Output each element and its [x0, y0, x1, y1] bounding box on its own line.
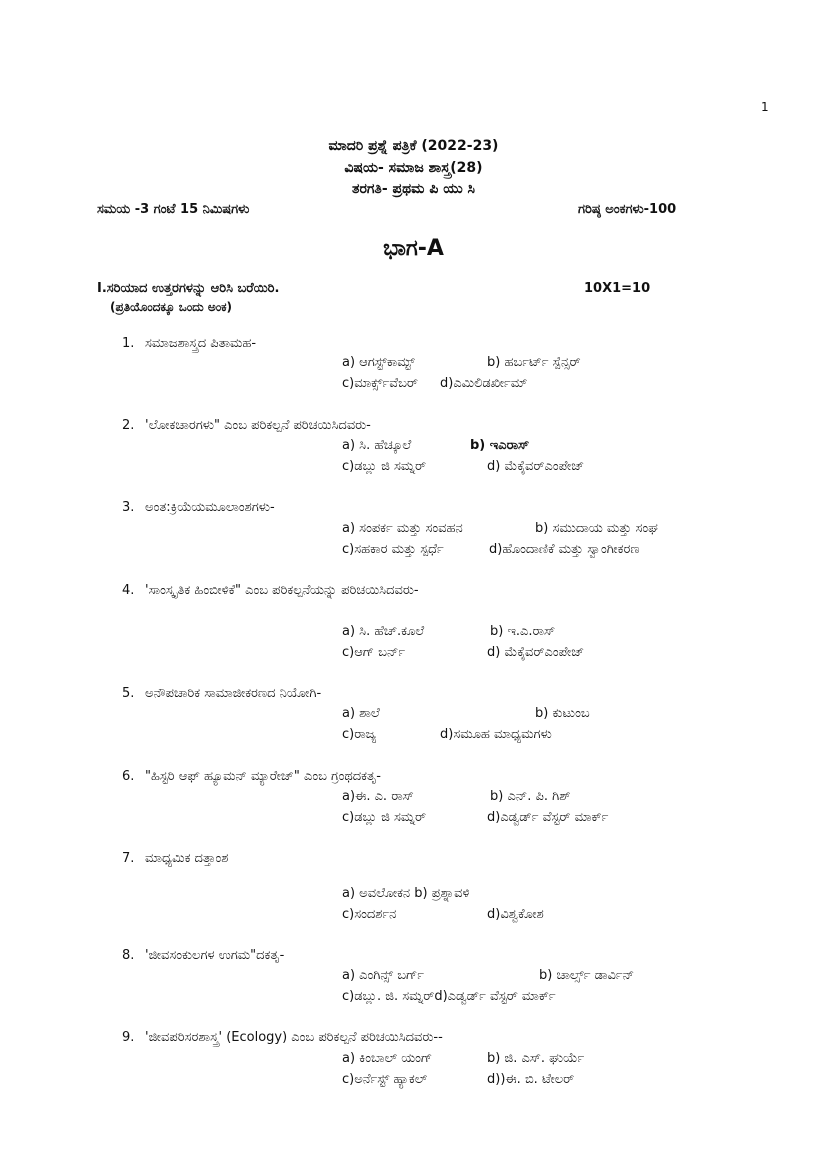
class-line: ತರಗತಿ- ಪ್ರಥಮ ಪಿ ಯು ಸಿ [352, 181, 475, 197]
question-number: 5. [122, 686, 135, 701]
question-number: 2. [122, 418, 135, 433]
option-b: b) ಸಮುದಾಯ ಮತ್ತು ಸಂಘ [535, 521, 658, 536]
option-d: d)ಹೊಂದಾಣಿಕೆ ಮತ್ತು ಸ್ವಾಂಗೀಕರಣ [489, 542, 640, 557]
question-number: 8. [122, 948, 135, 963]
option-a: a) ಎಂಗಿನ್ಸ್ ಬರ್ಗ್ [342, 968, 424, 983]
max-marks: ಗರಿಷ್ಠ ಅಂಕಗಳು-100 [578, 202, 677, 217]
option-a: a) ಆಗಸ್ಟ್‌ಕಾಮ್ಟ್ [342, 355, 415, 370]
question-number: 1. [122, 336, 135, 351]
option-b: b) ಚಾರ್ಲ್ಸ್ ಡಾರ್ವಿನ್ [539, 968, 635, 983]
option-c: c)ಸಹಕಾರ ಮತ್ತು ಸ್ಪರ್ಧೆ [342, 542, 444, 557]
option-c: c)ಡಬ್ಲು ಜಿ ಸಮ್ನರ್ [342, 459, 427, 474]
option-a: a) ಸಿ. ಹೆಚ್ಕೂಲೆ [342, 438, 412, 453]
option-a: a) ಶಾಲೆ [342, 706, 380, 721]
option-d: d))ಈ. ಬಿ. ಟೇಲರ್ [487, 1072, 575, 1087]
question-text: ಸಮಾಜಶಾಸ್ತ್ರದ ಪಿತಾಮಹ- [145, 336, 257, 351]
option-a: a) ಕಿಂಬಾಲ್ ಯಂಗ್ [342, 1051, 433, 1066]
question-text: "ಹಿಸ್ಟರಿ ಆಫ್ ಹ್ಯೂಮನ್ ಮ್ಯಾರೇಜ್" ಎಂಬ ಗ್ರಂಥದಕತೃ- [145, 769, 381, 784]
section-subnote: (ಪ್ರತಿಯೊಂದಕ್ಕೂ ಒಂದು ಅಂಕ) [110, 300, 233, 314]
part-heading: ಭಾಗ-A [383, 236, 444, 261]
question-text: ಅಂತ:ಕ್ರಿಯೆಯಮೂಲಾಂಶಗಳು- [145, 500, 275, 515]
question-number: 3. [122, 500, 135, 515]
question-text: 'ಸಾಂಸ್ಕೃತಿಕ ಹಿಂಬೀಳಿಕೆ" ಎಂಬ ಪರಿಕಲ್ಪನೆಯನ್ನು ಪರಿಚಯಿಸಿದವರು- [145, 583, 419, 598]
question-text: ಅನೌಪಚಾರಿಕ ಸಾಮಾಜೀಕರಣದ ನಿಯೋಗಿ- [145, 686, 322, 701]
question-text: 'ಜೀವಸಂಕುಲಗಳ ಉಗಮ"ದಕತೃ- [145, 948, 285, 963]
option-c: c)ಆಗ್ ಬರ್ನ್ [342, 645, 406, 660]
section-instruction: I.ಸರಿಯಾದ ಉತ್ತರಗಳನ್ನು ಆರಿಸಿ ಬರೆಯಿರಿ. [97, 281, 280, 296]
question-text: 'ಜೀವಪರಿಸರಶಾಸ್ತ್ರ' (Ecology) ಎಂಬ ಪರಿಕಲ್ಪನೆ ಪರಿಚಯಿಸಿದವರು-- [145, 1030, 443, 1045]
marks-scheme: 10X1=10 [584, 281, 651, 296]
subject-line: ವಿಷಯ- ಸಮಾಜ ಶಾಸ್ತ್ರ(28) [344, 160, 483, 176]
time-allowed: ಸಮಯ -3 ಗಂಟೆ 15 ನಿಮಿಷಗಳು [97, 202, 250, 217]
option-c: c)ಡಬ್ಲು ಜಿ ಸಮ್ನರ್ [342, 810, 427, 825]
option-b: b) ಜಿ. ಎಸ್. ಘುರ್ಯೆ [487, 1051, 585, 1066]
question-text: 'ಲೋಕಚಾರಗಳು" ಎಂಬ ಪರಿಕಲ್ಪನೆ ಪರಿಚಯಿಸಿದವರು- [145, 418, 371, 433]
option-b: b) ಇ.ಎ.ರಾಸ್ [490, 624, 556, 639]
question-number: 6. [122, 769, 135, 784]
option-d: d) ಮೆಕೈವರ್‌ಎಂಪೇಜ್ [487, 459, 585, 474]
option-d: d)ಎಮಿಲಿಡರ್ಖೀಮ್ [440, 376, 528, 391]
option-c: c)ರಾಜ್ಯ [342, 727, 377, 742]
option-b: b) ಇಎರಾಸ್ [470, 438, 530, 453]
option-d: d)ವಿಶ್ವಕೋಶ [487, 907, 544, 922]
option-b: b) ಎನ್. ಪಿ. ಗಿಶ್ [490, 789, 571, 804]
option-a: a) ಅವಲೋಕನ b) ಪ್ರಶ್ನಾವಳಿ [342, 886, 470, 901]
option-c: c)ಸಂದರ್ಶನ [342, 907, 397, 922]
option-c: c)ಅರ್ನೆಸ್ಟ್ ಹ್ಯಾಕಲ್ [342, 1072, 428, 1087]
question-number: 4. [122, 583, 135, 598]
option-d: d)ಎಡ್ವರ್ಡ್ ವೆಸ್ಟರ್ ಮಾರ್ಕ್ [487, 810, 609, 825]
question-number: 7. [122, 851, 135, 866]
option-c: c)ಡಬ್ಲು. ಜಿ. ಸಮ್ನರ್d)ಎಡ್ವರ್ಡ್ ವೆಸ್ಟರ್ ಮಾರ್ಕ್ [342, 989, 556, 1004]
option-a: a)ಈ. ಎ. ರಾಸ್ [342, 789, 414, 804]
question-text: ಮಾಧ್ಯಮಿಕ ದತ್ತಾಂಶ [145, 851, 229, 866]
option-d: d)ಸಮೂಹ ಮಾಧ್ಯಮಗಳು [440, 727, 552, 742]
page-number: 1 [761, 100, 769, 114]
option-d: d) ಮೆಕೈವರ್‌ಎಂಪೇಜ್ [487, 645, 585, 660]
option-b: b) ಹರ್ಬರ್ಟ್ ಸ್ಪೆನ್ಸರ್ [487, 355, 581, 370]
option-c: c)ಮಾರ್ಕ್ಸ್‌ವೆಬರ್ [342, 376, 418, 391]
paper-title: ಮಾದರಿ ಪ್ರಶ್ನೆ ಪತ್ರಿಕೆ (2022-23) [328, 138, 499, 154]
option-a: a) ಸಿ. ಹೆಚ್.ಕೂಲೆ [342, 624, 425, 639]
option-b: b) ಕುಟುಂಬ [535, 706, 590, 721]
question-number: 9. [122, 1030, 135, 1045]
option-a: a) ಸಂಪರ್ಕ ಮತ್ತು ಸಂವಹನ [342, 521, 463, 536]
